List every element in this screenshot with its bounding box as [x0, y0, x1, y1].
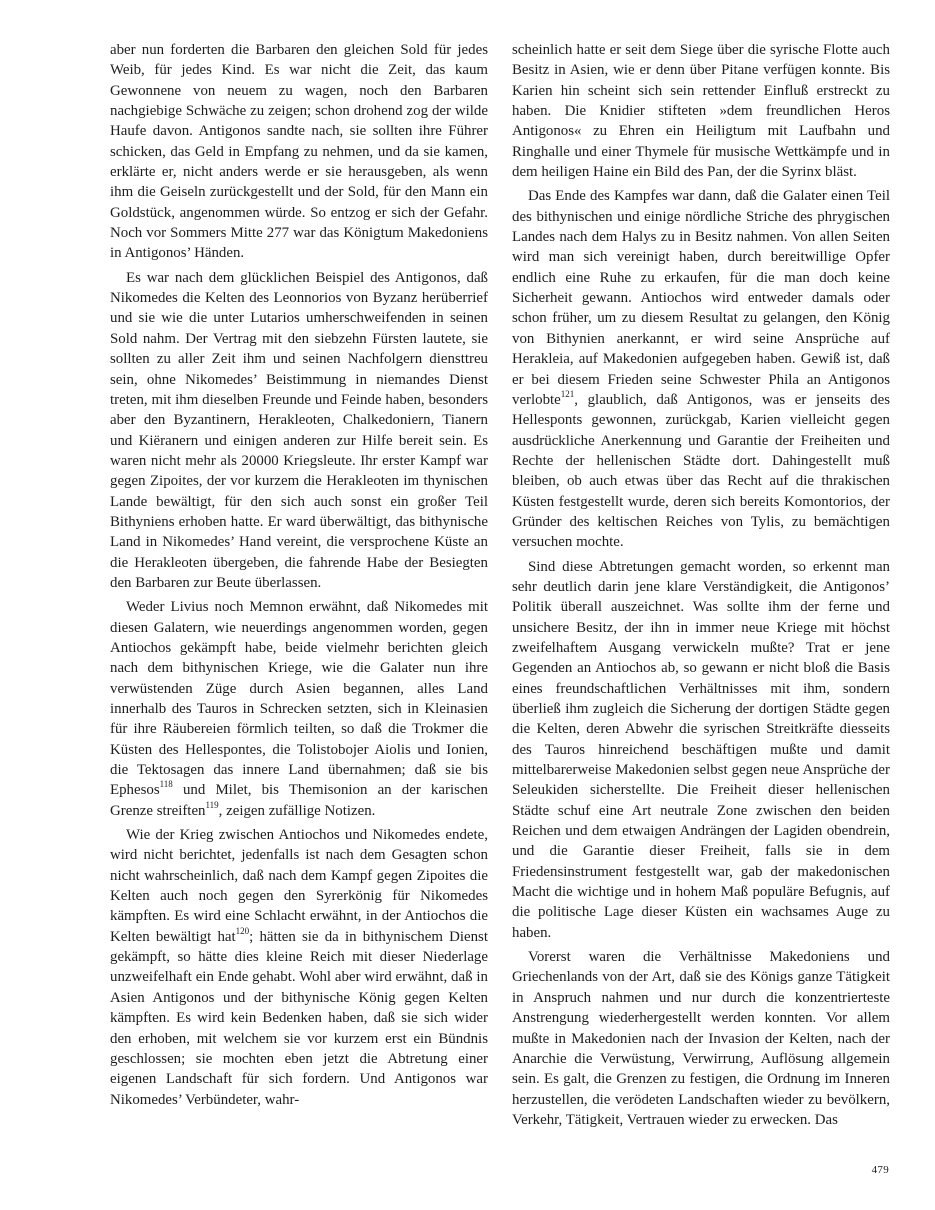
- text-run: , glaublich, daß Antigonos, was er jenseits des Hellesponts gewonnen, zurückgab, Karien vielleicht gegen ausdrückliche Anerkennung und Garantie der Freiheiten und Rechte der hellenischen Städte dort. Dahingestellt muß bleiben, ob auch etwas über das Recht auf die thrakischen Küsten festgestellt wurde, deren sich bereits Komontorios, der Gründer des keltischen Reiches von Tylis, zu bemächtigen versuchen mochte.: [512, 391, 890, 551]
- text-run: Das Ende des Kampfes war dann, daß die Galater einen Teil des bithynischen und einige nördliche Striche des phrygischen Landes nach dem Halys zu in Besitz nahmen. Von allen Seiten wird man sich vereinigt haben, durch bereitwillige Opfer endlich eine Ruhe zu erkaufen, für die man doch keine Sicherheit gewann. Antiochos wird entweder damals oder schon früher, um zu diesem Resultat zu gelangen, den König von Bithynien anerkannt, er wird seine Ansprüche auf Herakleia, auf Makedonien aufgegeben haben. Gewiß ist, daß er bei diesem Frieden seine Schwester Phila an Antigonos verlobte: [512, 188, 890, 408]
- paragraph: [512, 186, 890, 552]
- page-number: 479: [871, 1164, 889, 1176]
- right-text-column: [512, 40, 890, 1134]
- text-run: , zeigen zufällige Notizen.: [218, 802, 376, 819]
- footnote-reference: 118: [159, 779, 173, 790]
- text-run: und Milet, bis Themisonion an der karischen Grenze streiften: [110, 782, 488, 819]
- paragraph: [512, 557, 890, 944]
- text-run: aber nun forderten die Barbaren den gleichen Sold für jedes Weib, für jedes Kind. Es war nicht die Zeit, das kaum Gewonnene von neuem zu wagen, noch den Barbaren nachgiebige Schwäche zu zeigen; schon drohend zog der wilde Haufe davon. Antigonos sandte nach, sie sollten ihre Führer schicken, das Geld in Empfang zu nehmen, und da sie kamen, erklärte er, nicht anders werde er sie herausgeben, als wenn ihm die Geiseln zurückgestellt und der Sold, für den Mann ein Goldstück, angenommen würde. So entzog er sich der Gefahr. Noch vor Sommers Mitte 277 war das Königtum Makedoniens in Antigonos’ Händen.: [110, 42, 488, 262]
- paragraph: [512, 40, 890, 182]
- paragraph: [110, 40, 488, 264]
- text-run: Es war nach dem glücklichen Beispiel des Antigonos, daß Nikomedes die Kelten des Leonnorios von Byzanz herüberrief und sie wie die unter Lutarios umherschweifenden in seinen Sold nahm. Der Vertrag mit den siebzehn Fürsten lautete, sie sollten zu aller Zeit ihm und seinen Nachfolgern diensttreu sein, ohne Nikomedes’ Beistimmung in niemandes Dienst treten, mit ihm dieselben Freunde und Feinde haben, besonders aber den Byzantinern, Herakleoten, Chalkedoniern, Tianern und Kiëranern und einigen anderen zur Hilfe bereit sein. Es waren nicht mehr als 20000 Kriegsleute. Ihr erster Kampf war gegen Zipoites, der vor kurzem die Herakleoten im thynischen Lande bewältigt, für den sich auch sonst ein großer Teil Bithyniens erhoben hatte. Er ward überwältigt, das bithynische Land in Nikomedes’ Hand vereint, die versprochene Küste an die Herakleoten übergeben, die fahrende Habe der Besiegten den Barbaren zur Beute überlassen.: [110, 269, 488, 591]
- paragraph: [110, 825, 488, 1110]
- text-run: Wie der Krieg zwischen Antiochos und Nikomedes endete, wird nicht berichtet, jedenfalls ist nach dem Gesagten schon nicht wahrscheinlich, daß nach dem Kampf gegen Zipoites die Kelten auch noch gegen den Syrerkönig für Nikomedes kämpften. Es wird eine Schlacht erwähnt, in der Antiochos die Kelten bewältigt hat: [110, 827, 488, 945]
- paragraph: [110, 268, 488, 594]
- text-run: scheinlich hatte er seit dem Siege über die syrische Flotte auch Besitz in Asien, wie er denn über Pitane verfügen konnte. Bis Karien hin scheint sich sein rettender Einfluß erstreckt zu haben. Die Knidier stifteten »dem freundlichen Heros Antigonos« zu Ehren ein Heiligtum mit Laufbahn und Ringhalle und einer Thymele für musische Wettkämpfe und in dem heiligen Haine ein Bild des Pan, der die Syrinx bläst.: [512, 42, 890, 181]
- text-run: Weder Livius noch Memnon erwähnt, daß Nikomedes mit diesen Galatern, wie neuerdings angenommen worden, gegen Antiochos gekämpft habe, beide vielmehr berichten gleich nach dem bithynischen Kriege, wie die Galater nun ihre verwüstenden Züge durch Asien begannen, alles Land innerhalb des Tauros in Schrecken setzten, sich in Kleinasien für ihre Räubereien förmlich teilten, so daß die Trokmer die Küsten des Hellespontes, die Tolistobojer Aiolis und Ionien, die Tektosagen das innere Land übernahmen; daß sie bis Ephesos: [110, 599, 488, 799]
- footnote-reference: 121: [560, 388, 575, 399]
- text-run: Sind diese Abtretungen gemacht worden, so erkennt man sehr deutlich darin jene klare Verständigkeit, die Antigonos’ Politik überall auszeichnet. Was sollte ihm der ferne und unsichere Besitz, der ihn in immer neue Kriege mit höchst zweifelhaftem Ausgang verwickeln mußte? Trat er jene Gegenden an Antiochos ab, so gewann er nicht bloß die Basis eines freundschaftlichen Verhältnisses mit ihm, sondern überließ ihm zugleich die Sicherung der dortigen Städte gegen die Kelten, deren Abwehr die syrischen Streitkräfte diesseits des Tauros hinreichend beschäftigen mußte und damit mittelbarerweise Makedonien selbst gegen neue Ansprüche der Seleukiden sicherstellte. Die Freiheit dieser hellenischen Städte schuf eine Art neutrale Zone zwischen den beiden Reichen und dem etwaigen Andrängen der Lagiden obendrein, und die Garantie dieser Freiheit, falls sie in dem Friedensinstrument festgestellt war, gab der makedonischen Macht die wichtige und in hohem Maß populäre Befugnis, auf die politische Lage dieser Küsten ein wachsames Auge zu haben.: [512, 558, 890, 941]
- text-run: ; hätten sie da in bithynischem Dienst gekämpft, so hätte dies kleine Reich mit dieser Niederlage unzweifelhaft ein Ende gehabt. Wohl aber wird erwähnt, daß in Asien Antigonos und der bithynische König gegen Kelten kämpften. Es wird kein Bedenken haben, daß sie sich wider den erhoben, mit welchem sie vor kurzem erst ein Bündnis geschlossen; sie mochten eben jetzt die Abtretung einer eigenen Landschaft für sich fordern. Und Antigonos war Nikomedes’ Verbündeter, wahr-: [110, 928, 488, 1108]
- text-run: Vorerst waren die Verhältnisse Makedoniens und Griechenlands von der Art, daß sie des Königs ganze Tätigkeit in Anspruch nahmen und nur durch die konzentrierteste Anstrengung wiederhergestellt werden konnten. Vor allem mußte in Makedonien nach der Invasion der Kelten, nach der Anarchie die Verwüstung, Verwirrung, Auflösung allgemein sein. Es galt, die Grenzen zu festigen, die Ordnung im Inneren herzustellen, die verödeten Landschaften wieder zu bevölkern, Verkehr, Tätigkeit, Vertrauen wieder zu erwecken. Das: [512, 949, 890, 1128]
- footnote-reference: 120: [235, 925, 250, 936]
- paragraph: [512, 947, 890, 1130]
- footnote-reference: 119: [205, 799, 219, 810]
- left-text-column: [110, 40, 488, 1114]
- paragraph: [110, 597, 488, 821]
